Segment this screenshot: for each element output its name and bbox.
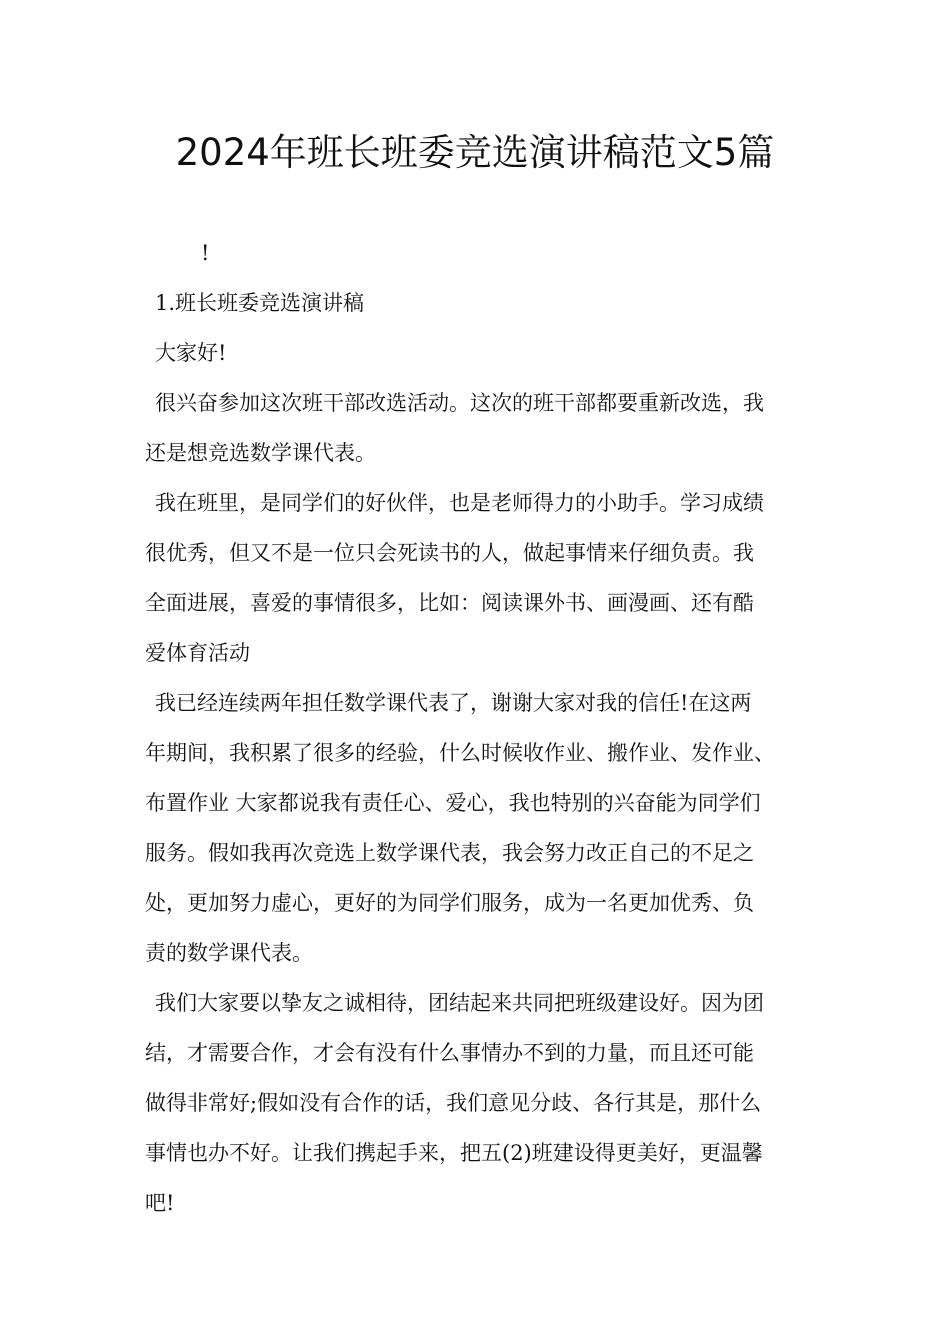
paragraph-line: 全面进展，喜爱的事情很多，比如：阅读课外书、画漫画、还有酷 <box>145 591 754 615</box>
body-line: ! <box>201 241 210 265</box>
paragraph-line: 吧! <box>145 1191 175 1215</box>
paragraph-line: 很优秀，但又不是一位只会死读书的人，做起事情来仔细负责。我 <box>145 541 754 565</box>
greeting-line: 大家好! <box>155 341 227 365</box>
paragraph-line: 事情也办不好。让我们携起手来，把五(2)班建设得更美好，更温馨 <box>145 1141 763 1165</box>
paragraph-line: 我们大家要以挚友之诚相待，团结起来共同把班级建设好。因为团 <box>155 991 764 1015</box>
paragraph-line: 责的数学课代表。 <box>145 941 313 965</box>
paragraph-line: 很兴奋参加这次班干部改选活动。这次的班干部都要重新改选，我 <box>155 391 764 415</box>
section-heading: 1.班长班委竞选演讲稿 <box>155 291 365 315</box>
paragraph-line: 布置作业 大家都说我有责任心、爱心，我也特别的兴奋能为同学们 <box>145 791 761 815</box>
paragraph-line: 处，更加努力虚心，更好的为同学们服务，成为一名更加优秀、负 <box>145 891 754 915</box>
paragraph-line: 我在班里，是同学们的好伙伴，也是老师得力的小助手。学习成绩 <box>155 491 764 515</box>
paragraph-line: 做得非常好;假如没有合作的话，我们意见分歧、各行其是，那什么 <box>145 1091 762 1115</box>
paragraph-line: 爱体育活动 <box>145 641 250 665</box>
paragraph-line: 还是想竞选数学课代表。 <box>145 441 376 465</box>
paragraph-line: 年期间，我积累了很多的经验，什么时候收作业、搬作业、发作业、 <box>145 741 775 765</box>
document-body <box>145 228 825 1228</box>
paragraph-line: 我已经连续两年担任数学课代表了，谢谢大家对我的信任!在这两 <box>155 691 752 715</box>
paragraph-line: 服务。假如我再次竞选上数学课代表，我会努力改正自己的不足之 <box>145 841 754 865</box>
document-title: 2024年班长班委竞选演讲稿范文5篇 <box>175 131 775 174</box>
paragraph-line: 结，才需要合作，才会有没有什么事情办不到的力量，而且还可能 <box>145 1041 754 1065</box>
